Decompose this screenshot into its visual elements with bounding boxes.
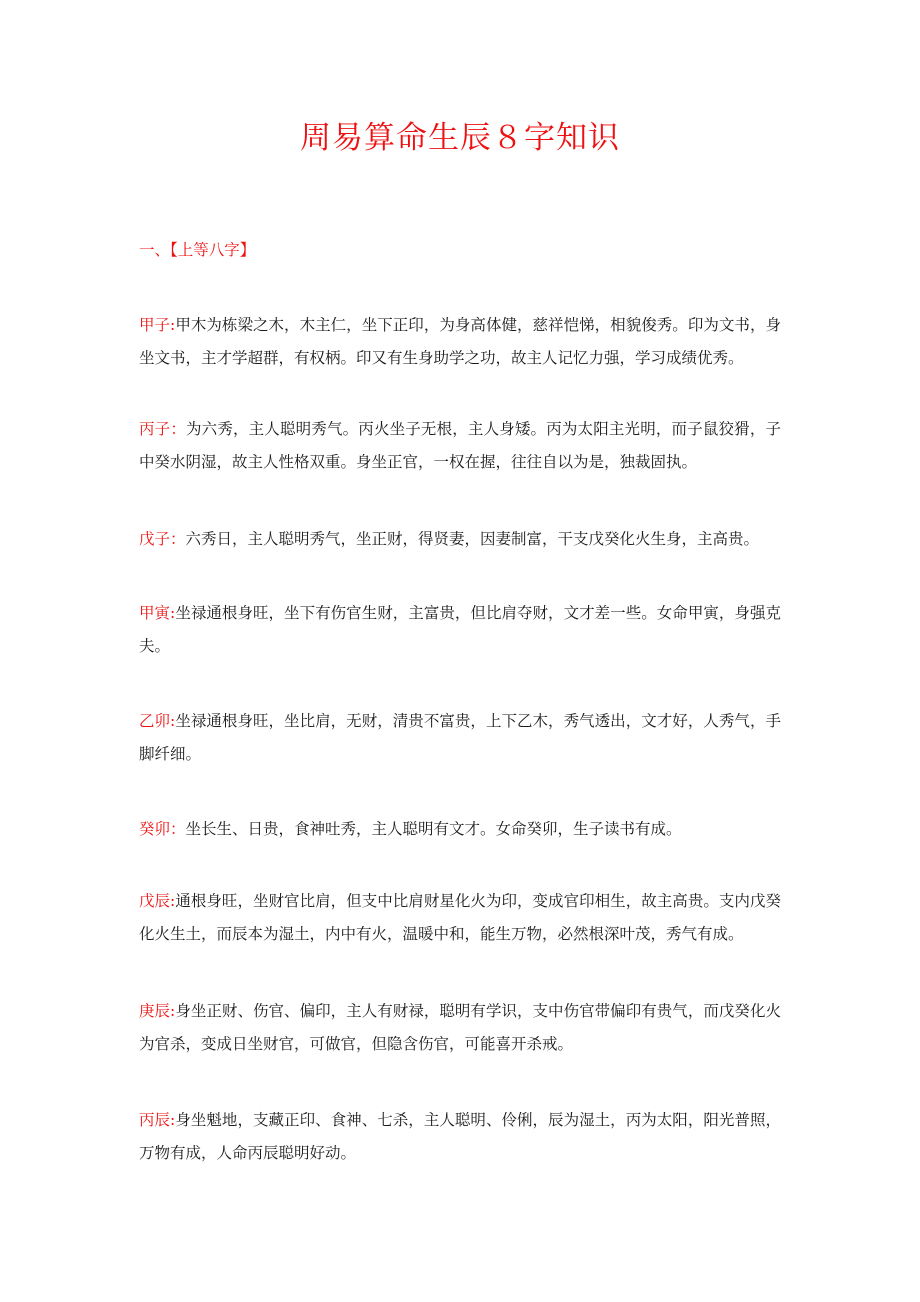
entry-text: 六秀日，主人聪明秀气，坐正财，得贤妻，因妻制富，干支戊癸化火生身，主高贵。: [185, 530, 760, 548]
entry-term: 丙子：: [139, 420, 186, 438]
entry-gengchen: [139, 995, 781, 1061]
entry-term: 丙辰:: [139, 1111, 176, 1129]
entry-text: 坐禄通根身旺，坐下有伤官生财，主富贵，但比肩夺财，文才差一些。女命甲寅，身强克夫。: [139, 604, 781, 655]
entry-jiazi: [139, 309, 781, 375]
entry-term: 戊辰:: [139, 892, 176, 910]
section-heading: 一、【上等八字】: [139, 241, 256, 259]
entry-bingchen: [139, 1104, 781, 1170]
entry-jiayin: [139, 597, 781, 663]
entry-term: 甲寅:: [139, 604, 176, 622]
entry-term: 戊子：: [139, 530, 186, 548]
entry-text: 为六秀，主人聪明秀气。丙火坐子无根，主人身矮。丙为太阳主光明，而子鼠狡猾，子中癸水阴湿，故主人性格双重。身坐正官，一权在握，往往自以为是，独裁固执。: [139, 420, 781, 471]
entry-text: 坐长生、日贵，食神吐秀，主人聪明有文才。女命癸卯，生子读书有成。: [185, 820, 682, 838]
entry-text: 通根身旺，坐财官比肩，但支中比肩财星化火为印，变成官印相生，故主高贵。支内戊癸化火生土，而辰本为湿土，内中有火，温暖中和，能生万物，必然根深叶茂，秀气有成。: [139, 892, 781, 943]
entry-wuchen: [139, 885, 781, 951]
entry-wuzi: [139, 523, 781, 556]
entry-text: 身坐正财、伤官、偏印，主人有财禄，聪明有学识，支中伤官带偏印有贵气，而戊癸化火为官杀，变成日坐财官，可做官，但隐含伤官，可能喜开杀戒。: [139, 1002, 781, 1053]
entry-text: 甲木为栋梁之木，木主仁，坐下正印，为身高体健，慈祥恺悌，相貌俊秀。印为文书，身坐文书，主才学超群，有权柄。印又有生身助学之功，故主人记忆力强，学习成绩优秀。: [139, 316, 781, 367]
entry-term: 甲子:: [139, 316, 176, 334]
document-title: 周易算命生辰８字知识: [300, 120, 620, 156]
entry-text: 身坐魁地，支藏正印、食神、七杀，主人聪明、伶俐，辰为湿土，丙为太阳，阳光普照，万物有成，人命丙辰聪明好动。: [139, 1111, 781, 1162]
entry-text: 坐禄通根身旺，坐比肩，无财，清贵不富贵，上下乙木，秀气透出，文才好，人秀气，手脚纤细。: [139, 712, 781, 763]
entry-guimao: [139, 813, 781, 846]
entry-yimao: [139, 705, 781, 771]
entry-bingzi: [139, 413, 781, 479]
entry-term: 庚辰:: [139, 1002, 176, 1020]
entry-term: 癸卯：: [139, 820, 186, 838]
entry-term: 乙卯:: [139, 712, 176, 730]
